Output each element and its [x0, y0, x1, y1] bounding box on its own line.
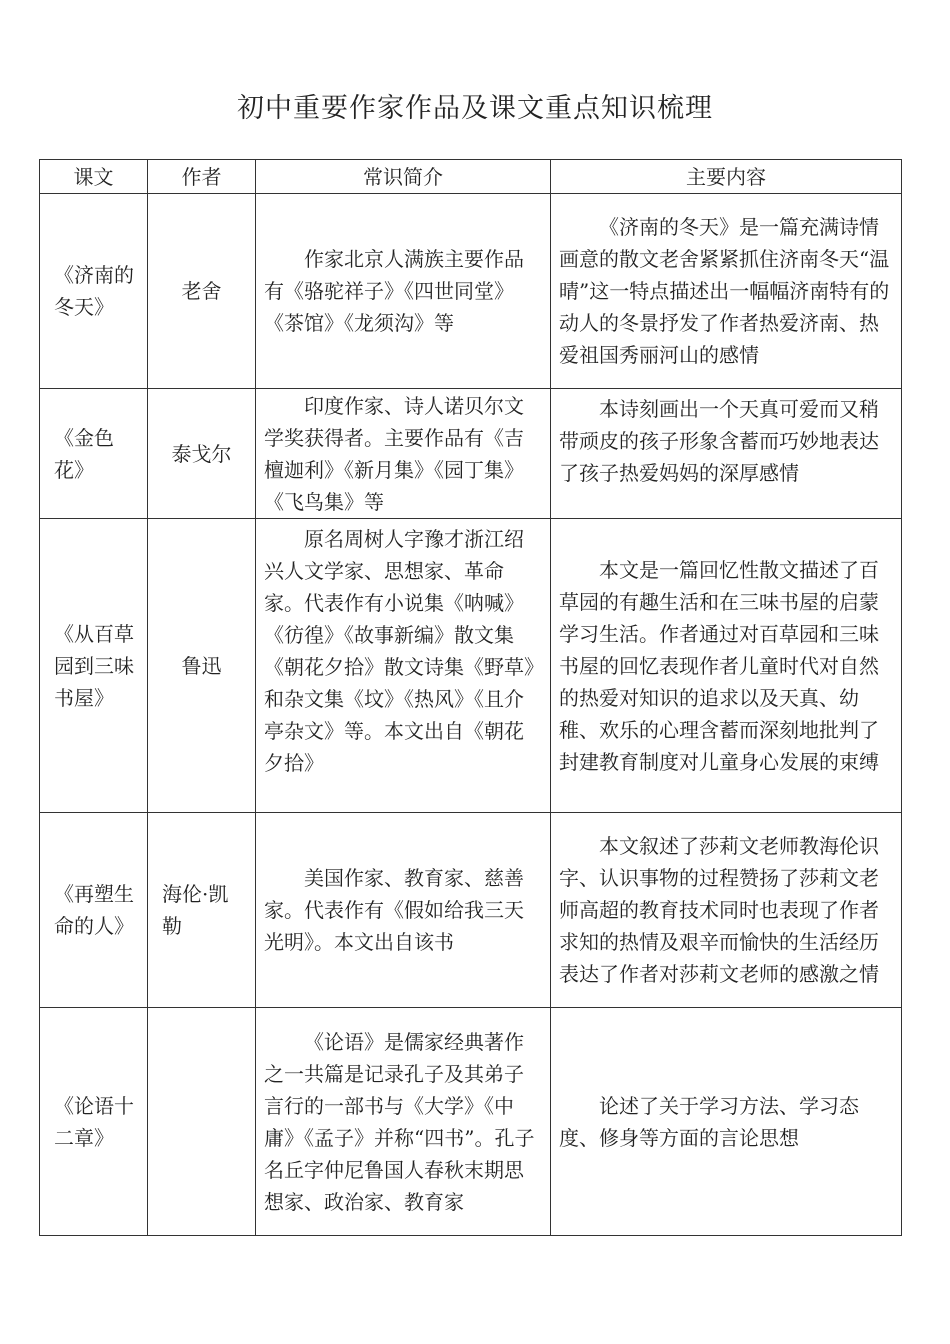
author-cell — [148, 1008, 256, 1236]
author-cell: 海伦·凯勒 — [148, 813, 256, 1008]
content-cell: 本文叙述了莎莉文老师教海伦识字、认识事物的过程赞扬了莎莉文老师高超的教育技术同时也表现了作者求知的热情及艰辛而愉快的生活经历表达了作者对莎莉文老师的感激之情 — [551, 813, 902, 1008]
table-row — [40, 389, 902, 519]
content-cell: 本诗刻画出一个天真可爱而又稍带顽皮的孩子形象含蓄而巧妙地表达了孩子热爱妈妈的深厚感情 — [551, 389, 902, 519]
intro-cell: 美国作家、教育家、慈善家。代表作有《假如给我三天光明》。本文出自该书 — [256, 813, 551, 1008]
header-content: 主要内容 — [551, 160, 902, 194]
intro-cell: 原名周树人字豫才浙江绍兴人文学家、思想家、革命家。代表作有小说集《呐喊》《彷徨》《故事新编》散文集《朝花夕拾》散文诗集《野草》和杂文集《坟》《热风》《且介亭杂文》等。本文出自《朝花夕拾》 — [256, 519, 551, 813]
table-header-row — [40, 160, 902, 194]
intro-cell: 印度作家、诗人诺贝尔文学奖获得者。主要作品有《吉檀迦利》《新月集》《园丁集》《飞鸟集》等 — [256, 389, 551, 519]
intro-cell: 《论语》是儒家经典著作之一共篇是记录孔子及其弟子言行的一部书与《大学》《中庸》《孟子》并称“四书”。孔子名丘字仲尼鲁国人春秋末期思想家、政治家、教育家 — [256, 1008, 551, 1236]
knowledge-table — [39, 159, 902, 1236]
content-cell: 论述了关于学习方法、学习态度、修身等方面的言论思想 — [551, 1008, 902, 1236]
lesson-cell: 《论语十二章》 — [40, 1008, 148, 1236]
content-cell: 本文是一篇回忆性散文描述了百草园的有趣生活和在三味书屋的启蒙学习生活。作者通过对百草园和三味书屋的回忆表现作者儿童时代对自然的热爱对知识的追求以及天真、幼稚、欢乐的心理含蓄而深刻地批判了封建教育制度对儿童身心发展的束缚 — [551, 519, 902, 813]
lesson-cell: 《济南的冬天》 — [40, 194, 148, 389]
content-cell: 《济南的冬天》是一篇充满诗情画意的散文老舍紧紧抓住济南冬天“温晴”这一特点描述出一幅幅济南特有的动人的冬景抒发了作者热爱济南、热爱祖国秀丽河山的感情 — [551, 194, 902, 389]
author-cell: 泰戈尔 — [148, 389, 256, 519]
lesson-cell: 《金色花》 — [40, 389, 148, 519]
intro-cell: 作家北京人满族主要作品有《骆驼祥子》《四世同堂》《茶馆》《龙须沟》等 — [256, 194, 551, 389]
header-intro: 常识简介 — [256, 160, 551, 194]
table-row — [40, 1008, 902, 1236]
lesson-cell: 《从百草园到三味书屋》 — [40, 519, 148, 813]
page-title: 初中重要作家作品及课文重点知识梳理 — [237, 93, 713, 124]
table-row — [40, 194, 902, 389]
author-cell: 老舍 — [148, 194, 256, 389]
table-row — [40, 813, 902, 1008]
header-lesson: 课文 — [40, 160, 148, 194]
author-cell: 鲁迅 — [148, 519, 256, 813]
table-row — [40, 519, 902, 813]
header-author: 作者 — [148, 160, 256, 194]
lesson-cell: 《再塑生命的人》 — [40, 813, 148, 1008]
